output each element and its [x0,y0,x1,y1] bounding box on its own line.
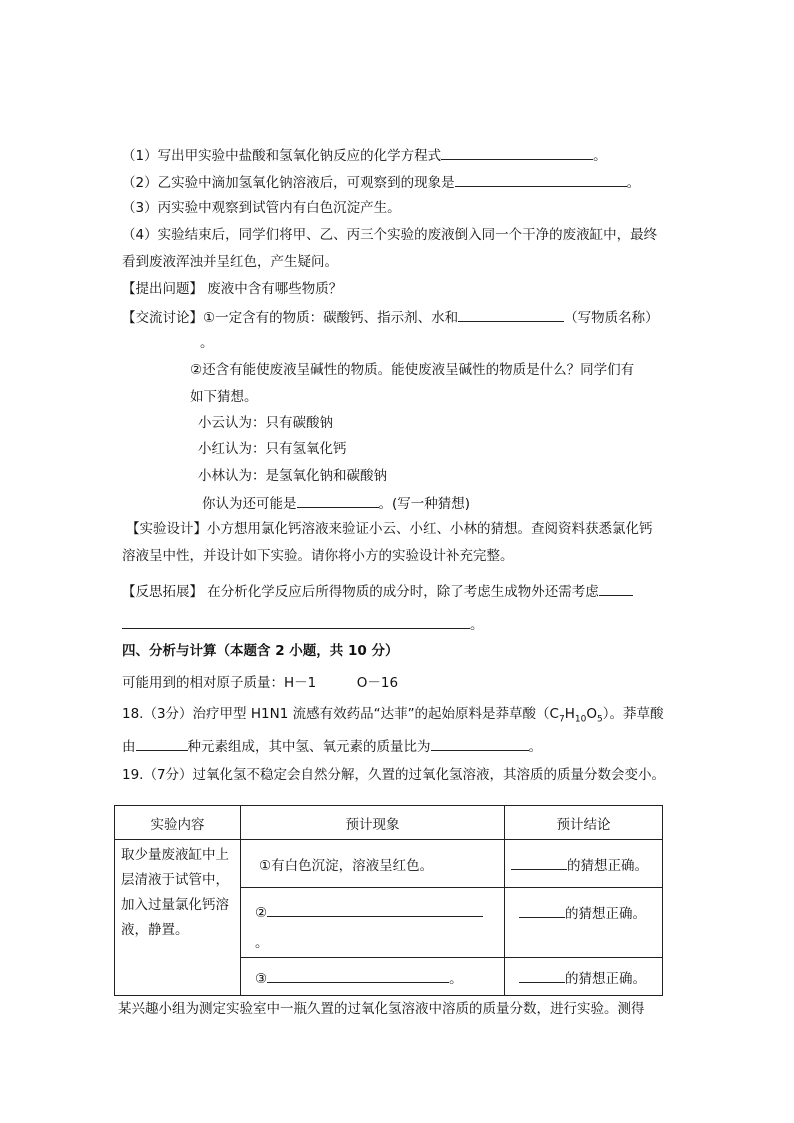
phenomenon-2: ② 。 [241,888,505,958]
header-phenomenon: 预计现象 [241,806,505,840]
question-2: （2）乙实验中滴加氢氧化钠溶液后，可观察到的现象是 。 [122,172,640,192]
discussion-2b: 如下猜想。 [190,389,258,405]
guess-yours: 你认为还可能是 。(写一种猜想) [202,493,470,513]
experiment-content: 取少量废液缸中上 层清液于试管中， 加入过量氯化钙溶 液，静置。 [115,840,241,996]
phenomenon-1: ①有白色沉淀，溶液呈红色。 [241,840,505,888]
question-4-line1: （4）实验结束后，同学们将甲、乙、丙三个实验的废液倒入同一个干净的废液缸中，最终 [122,227,658,243]
answer-blank [122,614,470,629]
answer-blank [297,493,379,508]
reflect-line: 【反思拓展】 在分析化学反应后所得物质的成分时，除了考虑生成物外还需考虑 [122,581,633,601]
design-line1: 【实验设计】小方想用氯化钙溶液来验证小云、小红、小林的猜想。查阅资料获悉氯化钙 [126,521,653,537]
conclusion-2: 的猜想正确。 [505,888,663,958]
answer-blank [267,968,449,983]
question-18-line2: 由 种元素组成，其中氢、氧元素的质量比为 。 [122,736,542,756]
guess-xiaohong: 小红认为：只有氢氧化钙 [198,441,347,457]
guess-xiaoyun: 小云认为：只有碳酸钠 [198,415,333,431]
answer-blank [458,307,564,322]
answer-blank [599,581,633,596]
answer-blank [519,903,565,918]
header-conclusion: 预计结论 [505,806,663,840]
question-3: （3）丙实验中观察到试管内有白色沉淀产生。 [122,200,401,216]
answer-blank [441,145,593,160]
answer-blank [136,736,188,751]
header-content: 实验内容 [115,806,241,840]
discussion-1: 【交流讨论】①一定含有的物质：碳酸钙、指示剂、水和 （写物质名称） [122,307,659,327]
answer-blank [267,902,483,917]
question-4-line2: 看到废液浑浊并呈红色，产生疑问。 [122,254,338,270]
ask-question: 【提出问题】 废液中含有哪些物质？ [122,281,343,297]
atomic-mass: 可能用到的相对原子质量：H－1 O－16 [122,675,399,691]
question-18-line1: 18.（3分）治疗甲型 H1N1 流感有效药品“达菲”的起始原料是莽草酸$(C_7H_{10}O_5)$。莽草酸 [122,706,664,725]
answer-blank [519,968,565,983]
question-1: （1）写出甲实验中盐酸和氢氧化钠反应的化学方程式 。 [122,145,607,165]
answer-blank [511,855,567,870]
conclusion-1: 的猜想正确。 [505,840,663,888]
phenomenon-3: ③ 。 [241,958,505,996]
conclusion-3: 的猜想正确。 [505,958,663,996]
discussion-2a: ②还含有能使废液呈碱性的物质。能使废液呈碱性的物质是什么？同学们有 [190,362,635,378]
design-line2: 溶液呈中性，并设计如下实验。请你将小方的实验设计补充完整。 [122,548,514,564]
discussion-1-end: 。 [200,335,214,351]
answer-blank [455,172,627,187]
section-4-title: 四、分析与计算（本题含 2 小题，共 10 分） [122,643,399,659]
reflect-line2: 。 [122,614,484,634]
answer-blank [431,736,529,751]
guess-xiaolin: 小林认为：是氢氧化钠和碳酸钠 [198,468,387,484]
question-19: 19.（7分）过氧化氢不稳定会自然分解，久置的过氧化氢溶液，其溶质的质量分数会变小。 [122,767,666,783]
experiment-table [114,805,663,996]
last-line: 某兴趣小组为测定实验室中一瓶久置的过氧化氢溶液中溶质的质量分数，进行实验。测得 [118,1001,645,1017]
